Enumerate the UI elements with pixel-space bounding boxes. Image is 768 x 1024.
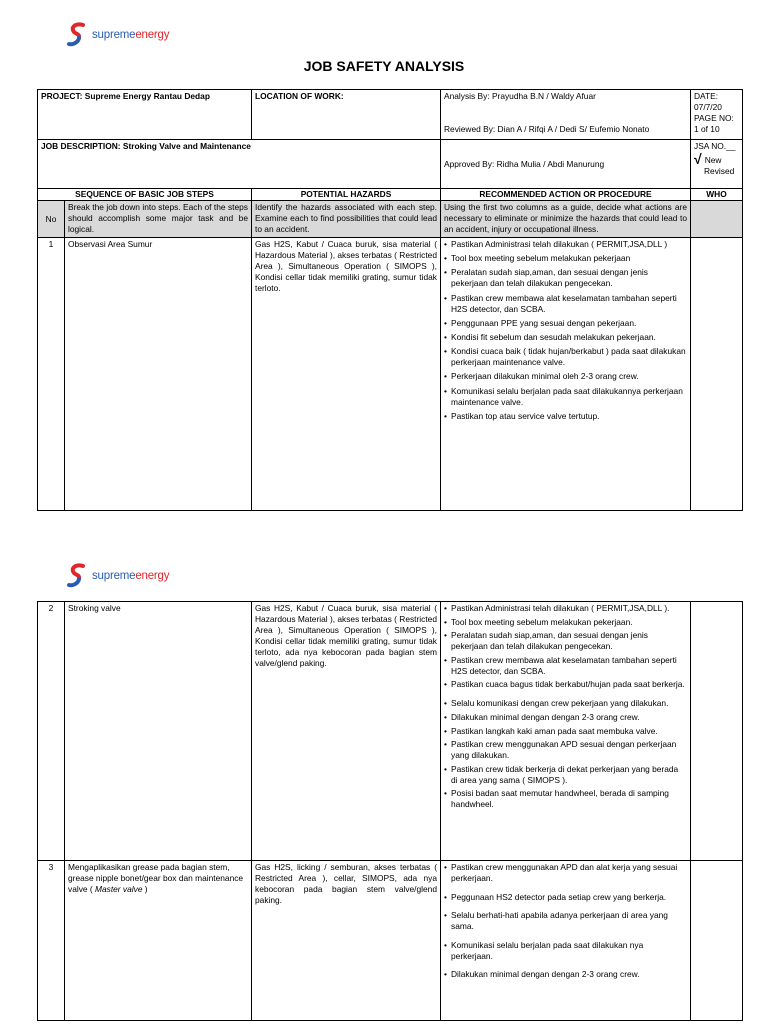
row-step: Observasi Area Sumur xyxy=(65,238,252,511)
table-row xyxy=(38,861,743,1021)
list-item: • Peggunaan HS2 detector pada setiap crew yang berkerja. xyxy=(444,892,687,903)
list-item: • Pastikan crew tidak berkerja di dekat perkerjaan yang berada di area yang sama ( SIMOPS ). xyxy=(444,764,687,786)
action-list xyxy=(444,239,687,422)
list-item: • Pastikan crew menggunakan APD dan alat kerja yang sesuai perkerjaan. xyxy=(444,862,687,884)
page-value: 1 of 10 xyxy=(694,124,720,134)
action-list xyxy=(444,603,687,810)
guide-who xyxy=(691,201,743,238)
row-who xyxy=(691,861,743,1021)
list-item: • Pastikan langkah kaki aman pada saat membuka valve. xyxy=(444,726,687,737)
row-hazard: Gas H2S, licking / semburan, akses terbatas ( Restricted Area ), cellar, SIMOPS, ada nya kebocoran pada bagian stem valve/glend paking. xyxy=(252,861,441,1021)
guide-action: Using the first two columns as a guide, decide what actions are necessary to eliminate or minimize the hazards that could lead to an accident, injury or occupational illness. xyxy=(441,201,691,238)
row-no: 2 xyxy=(38,602,65,861)
row-step: Stroking valve xyxy=(65,602,252,861)
jsa-no: JSA NO.__ xyxy=(694,141,736,151)
list-item: • Kondisi cuaca baik ( tidak hujan/berkabut ) pada saat dilakukan perkerjaan maintenance valve. xyxy=(444,346,687,368)
list-item: • Tool box meeting sebelum melakukan pekerjaan xyxy=(444,253,687,264)
check-mark-icon: √ xyxy=(694,151,702,167)
approved-by: Approved By: Ridha Mulia / Abdi Manurung xyxy=(444,158,605,169)
date-value: 07/7/20 xyxy=(694,102,722,112)
project-cell: PROJECT: Supreme Energy Rantau Dedap xyxy=(38,90,252,140)
logo-mark-icon xyxy=(66,22,88,48)
list-item: • Selalu komunikasi dengan crew pekerjaan yang dilakukan. xyxy=(444,698,687,709)
list-item: • Penggunaan PPE yang sesuai dengan pekerjaan. xyxy=(444,318,687,329)
approved-cell xyxy=(441,140,691,189)
date-label: DATE: xyxy=(694,91,719,101)
col-header-hazards: POTENTIAL HAZARDS xyxy=(252,189,441,201)
company-logo xyxy=(66,563,169,589)
list-item: • Pastikan crew membawa alat keselamatan tambahan seperti H2S detector, dan SCBA. xyxy=(444,293,687,315)
list-item: • Komunikasi selalu berjalan pada saat dilakukannya perkerjaan maintenance valve. xyxy=(444,386,687,408)
reviewed-by: Reviewed By: Dian A / Rifqi A / Dedi S/ Eufemio Nonato xyxy=(444,124,650,134)
list-item: • Dilakukan minimal dengan dengan 2-3 orang crew. xyxy=(444,712,687,723)
row-actions xyxy=(441,238,691,511)
list-item: • Pastikan crew membawa alat keselamatan tambahan seperti H2S detector, dan SCBA. xyxy=(444,655,687,677)
company-logo xyxy=(66,22,169,48)
row-hazard: Gas H2S, Kabut / Cuaca buruk, sisa material ( Hazardous Material ), akses terbatas ( Restricted Area ), Simultaneous Operation ( SIMOPS ), Kondisi cellar tidak memiliki grating, sumur tidak terloto, ada nya kebocoran pada bagian stem valve/glend paking. xyxy=(252,602,441,861)
jsa-table-page-1 xyxy=(37,89,743,511)
list-item: • Komunikasi selalu berjalan pada saat dilakukan nya perkerjaan. xyxy=(444,940,687,962)
row-no: 3 xyxy=(38,861,65,1021)
logo-text: supremeenergy xyxy=(92,570,170,582)
action-list xyxy=(444,862,687,980)
list-item: • Peralatan sudah siap,aman, dan sesuai dengan jenis pekerjaan dan telah dilakukan pengecekan. xyxy=(444,630,687,652)
col-header-sequence: SEQUENCE OF BASIC JOB STEPS xyxy=(38,189,252,201)
table-row xyxy=(38,602,743,861)
col-header-who: WHO xyxy=(691,189,743,201)
page-title: JOB SAFETY ANALYSIS xyxy=(303,58,465,74)
row-actions xyxy=(441,602,691,861)
list-item: • Pastikan Administrasi telah dilakukan ( PERMIT,JSA,DLL ) xyxy=(444,239,687,250)
list-item: • Pastikan crew menggunakan APD sesuai dengan perkerjaan yang dilakukan. xyxy=(444,739,687,761)
row-no: 1 xyxy=(38,238,65,511)
list-item: • Tool box meeting sebelum melakukan pekerjaan. xyxy=(444,617,687,628)
row-step: Mengaplikasikan grease pada bagian stem, grease nipple bonet/gear box dan maintenance valve ( Master valve ) xyxy=(65,861,252,1021)
page-label: PAGE NO: xyxy=(694,113,734,123)
guide-hazards: Identify the hazards associated with each step. Examine each to find possibilities that could lead to an accident. xyxy=(252,201,441,238)
analysis-by: Analysis By: Prayudha B.N / Waldy Afuar xyxy=(444,91,596,101)
revised-label: Revised xyxy=(704,166,735,176)
list-item: • Peralatan sudah siap,aman, dan sesuai dengan jenis pekerjaan dan telah dilakukan pengecekan. xyxy=(444,267,687,289)
list-item: • Pastikan Administrasi telah dilakukan ( PERMIT,JSA,DLL ). xyxy=(444,603,687,614)
list-item: • Posisi badan saat memutar handwheel, berada di samping handwheel. xyxy=(444,788,687,810)
analysis-reviewed-cell xyxy=(441,90,691,140)
jsa-table-page-2 xyxy=(37,601,743,1021)
list-item: • Dilakukan minimal dengan dengan 2-3 orang crew. xyxy=(444,969,687,980)
new-label: New xyxy=(704,155,722,165)
logo-mark-icon xyxy=(66,563,88,589)
list-item: • Pastikan cuaca bagus tidak berkabut/hujan pada saat berkerja. xyxy=(444,679,687,690)
job-description-cell: JOB DESCRIPTION: Stroking Valve and Maintenance xyxy=(38,140,441,189)
col-header-action: RECOMMENDED ACTION OR PROCEDURE xyxy=(441,189,691,201)
row-actions xyxy=(441,861,691,1021)
list-item: • Selalu berhati-hati apabila adanya perkerjaan di area yang sama. xyxy=(444,910,687,932)
guide-steps: Break the job down into steps. Each of the steps should accomplish some major task and be logical. xyxy=(65,201,252,238)
row-hazard: Gas H2S, Kabut / Cuaca buruk, sisa material ( Hazardous Material ), akses terbatas ( Restricted Area ), Simultaneous Operation ( SIMOPS ), Kondisi cellar tidak memiliki grating, sumur tidak terloto. xyxy=(252,238,441,511)
list-item: • Pastikan top atau service valve tertutup. xyxy=(444,411,687,422)
row-who xyxy=(691,238,743,511)
list-item: • Perkerjaan dilakukan minimal oleh 2-3 orang crew. xyxy=(444,371,687,382)
list-item: • Kondisi fit sebelum dan sesudah melakukan pekerjaan. xyxy=(444,332,687,343)
location-cell: LOCATION OF WORK: xyxy=(252,90,441,140)
logo-text: supremeenergy xyxy=(92,29,170,41)
row-who xyxy=(691,602,743,861)
jsa-cell xyxy=(691,140,743,189)
table-row xyxy=(38,238,743,511)
date-page-cell xyxy=(691,90,743,140)
guide-no: No xyxy=(38,201,65,238)
